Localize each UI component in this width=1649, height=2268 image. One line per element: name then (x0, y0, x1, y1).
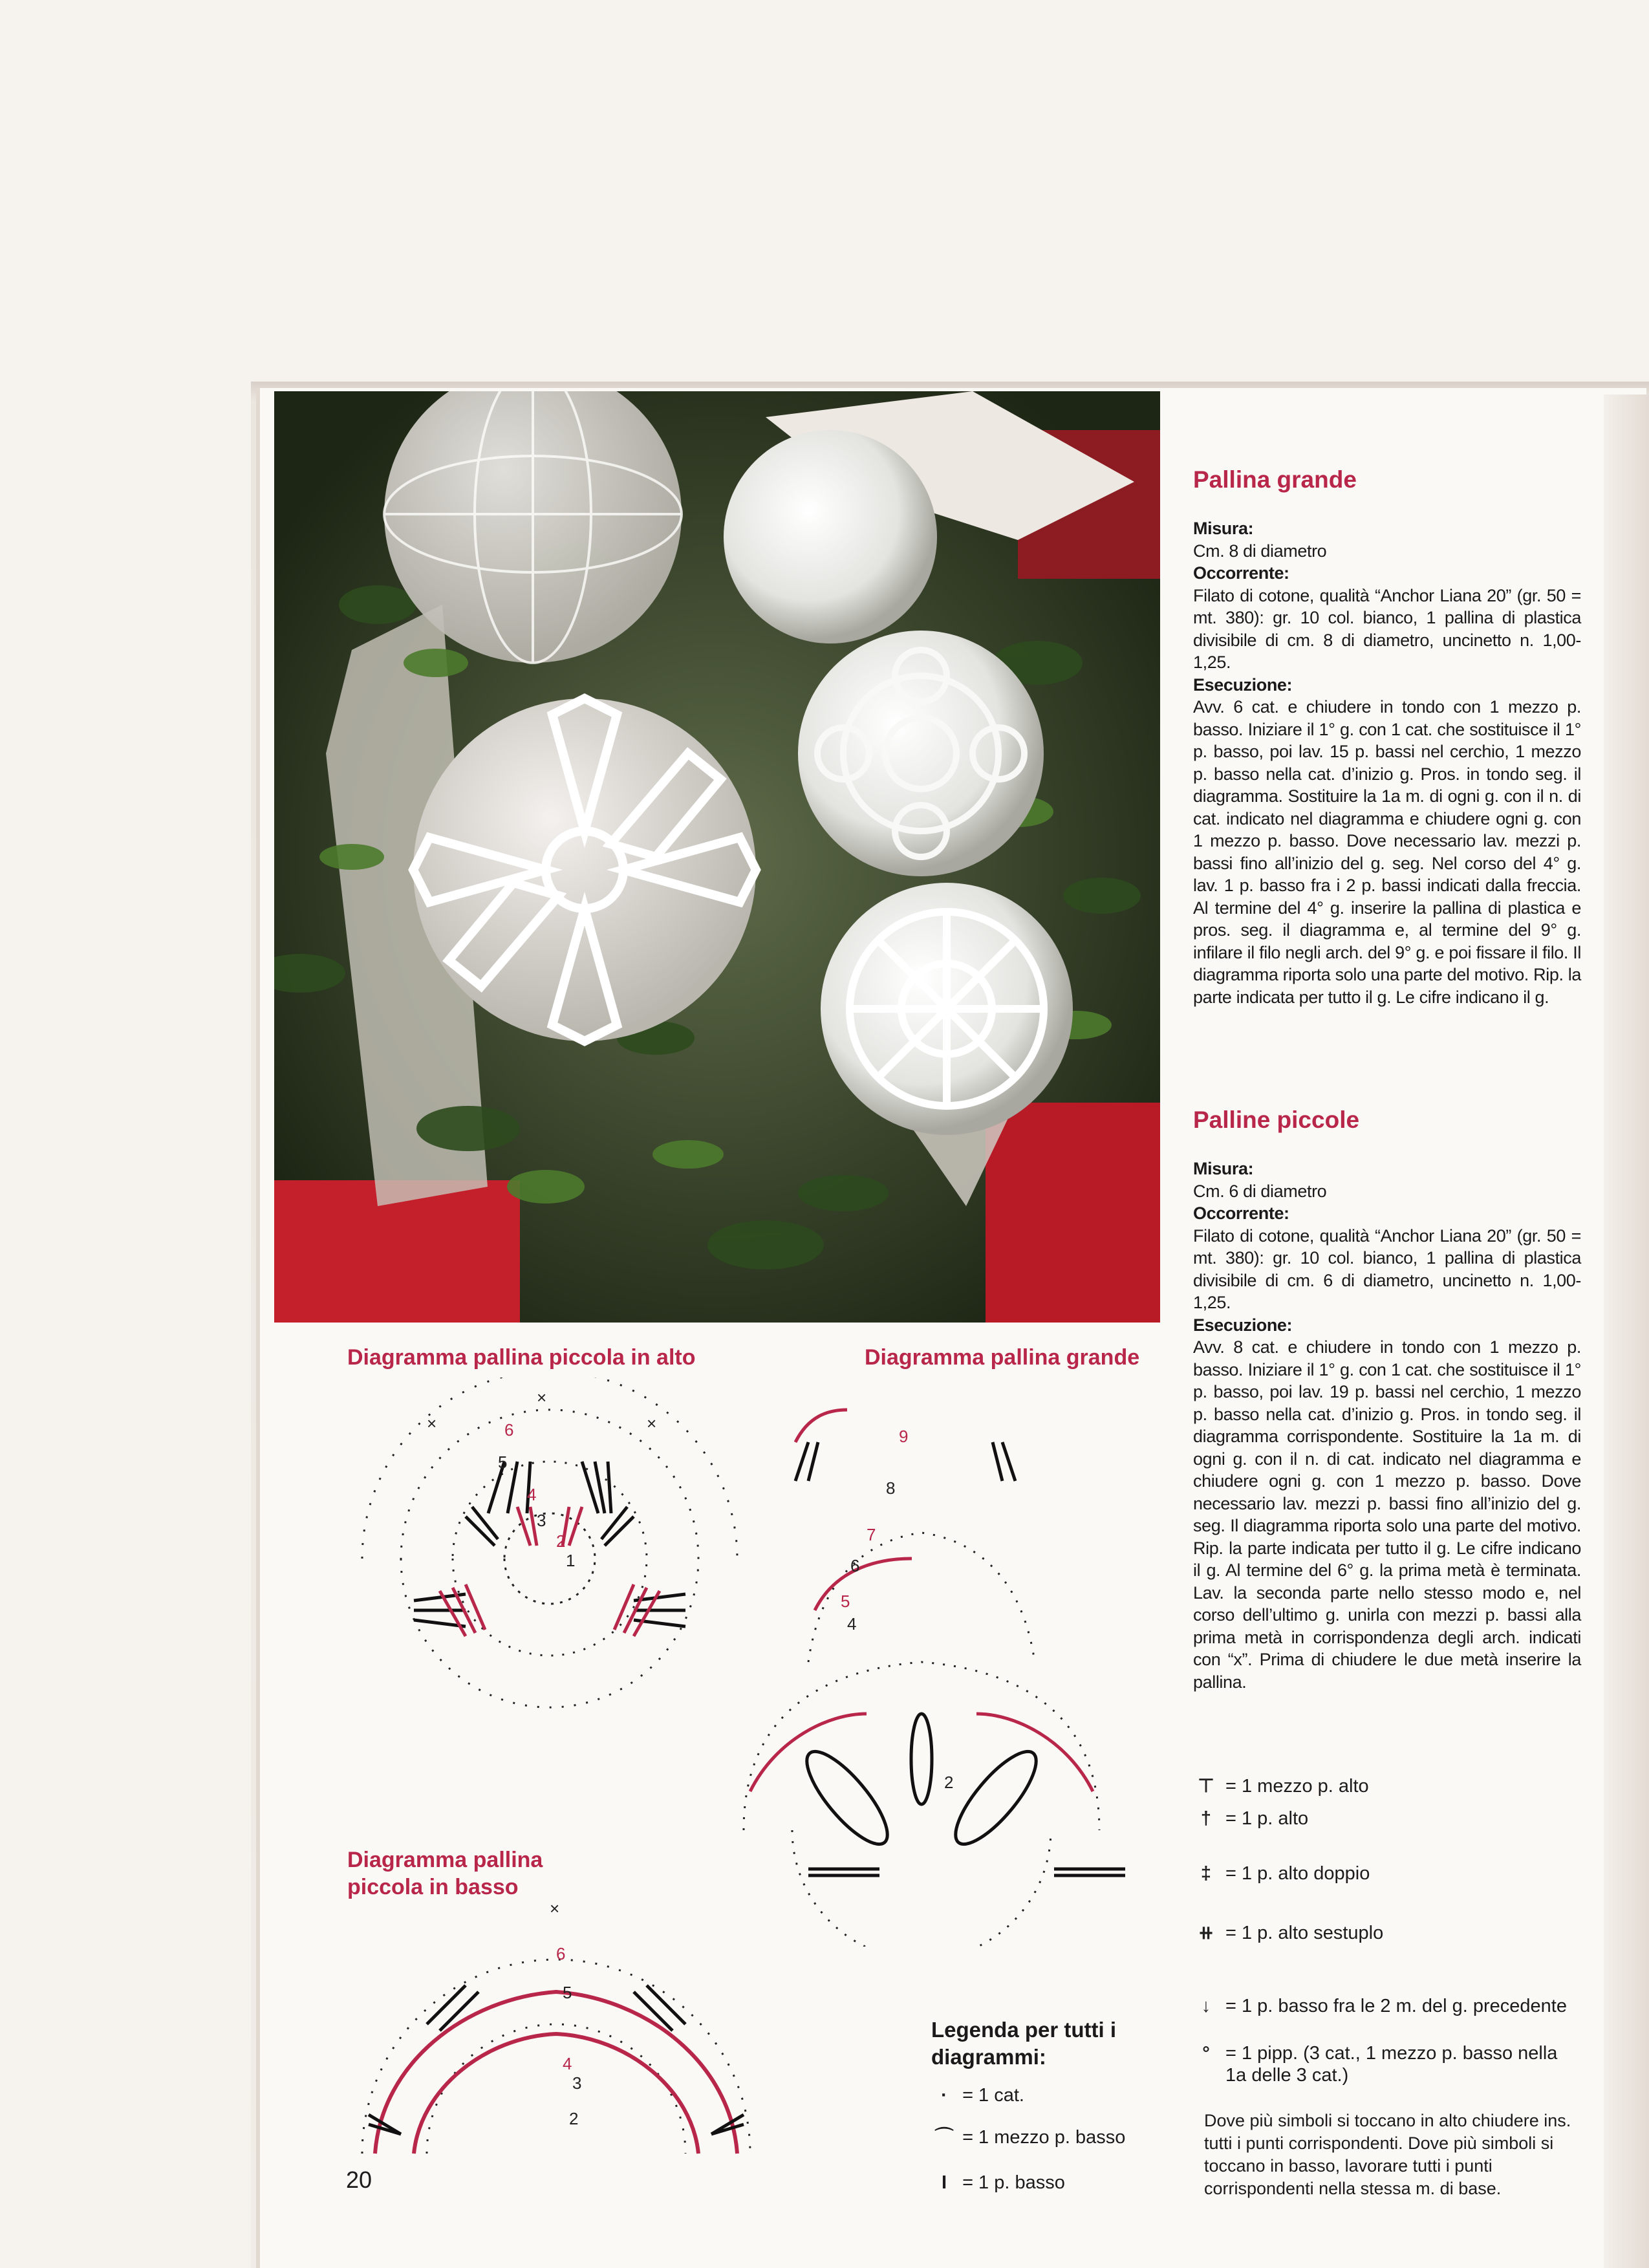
punto-basso-icon: I (941, 2172, 947, 2193)
legend-item-punto-basso: I = 1 p. basso (931, 2172, 1065, 2194)
misura-label: Misura: (1193, 519, 1254, 538)
round-label: 9 (899, 1427, 909, 1446)
round-label: 3 (537, 1511, 546, 1530)
punto-alto-icon: † (1200, 1808, 1212, 1829)
esecuzione-value: Avv. 8 cat. e chiudere in tondo con 1 mezzo p. basso. Iniziare il 1° g. con 1 cat. che sostituisce il 1° p. basso, poi lav. 19 p. bassi nel cerchio, 1 mezzo p. basso nella cat. d’inizio g. Pros. in tondo seg. il diagramma corrispondente. Sostituire la 1a m. di ogni g. con il n. di cat. indicato nel diagramma e chiudere ogni g. con 1 mezzo p. basso. Dove necessario lav. mezzi p. bassi fino all’inizio del g. seg. Il diagramma riporta solo una parte del motivo. Rip. la parte indicata per tutto il g. Le cifre indicano il g. Al termine del 6° g. la prima metà è terminata. Lav. la seconda parte nello stesso modo e, nel corso dell’ultimo g. unirla con mezzi p. bassi alla prima metà in corrispondenza degli arch. indicati con “x”. Prima di chiudere le due metà inserire la pallina. (1193, 1337, 1581, 1692)
round-label: 3 (572, 2073, 582, 2093)
section-title-pallina-grande: Pallina grande (1193, 466, 1357, 493)
section-title-palline-piccole: Palline piccole (1193, 1107, 1360, 1133)
round-label: 5 (498, 1453, 508, 1472)
catenella-icon: · (941, 2085, 947, 2106)
occorrente-label: Occorrente: (1193, 1204, 1289, 1223)
round-label: 6 (556, 1944, 566, 1963)
round-label: 8 (886, 1478, 896, 1498)
crochet-balls-photo (274, 391, 1160, 1323)
misura-value: Cm. 8 di diametro (1193, 541, 1327, 561)
legend (931, 2016, 1177, 2193)
arrow-down-icon: ↓ (1201, 1996, 1211, 2016)
diagram-title-large: Diagramma pallina grande (865, 1345, 1140, 1370)
esecuzione-label: Esecuzione: (1193, 1315, 1293, 1335)
closing-note: Dove più simboli si toccano in alto chiudere ins. tutti i punti corrispondenti. Dove più simboli si toccano in basso, lavorare tutti i punti corrispondenti nella stessa m. di base. (1204, 2111, 1571, 2198)
palline-piccole-instructions (1193, 1158, 1581, 1693)
punto-alto-sestuplo-icon: ⧺ (1198, 1923, 1214, 1943)
svg-text:×: × (550, 1899, 560, 1918)
round-label: 2 (944, 1773, 954, 1792)
page-fold (1604, 394, 1649, 2268)
legend-item-catenella: · = 1 cat. (931, 2084, 1024, 2106)
misura-value: Cm. 6 di diametro (1193, 1181, 1327, 1201)
diagram-title-small-bottom: Diagramma pallina piccola in basso (347, 1848, 543, 1899)
legend-title: Legenda per tutti i diagrammi: (931, 2018, 1117, 2069)
round-label: 7 (867, 1525, 876, 1544)
svg-text:×: × (647, 1414, 657, 1433)
cross-mark: × (537, 1388, 547, 1407)
round-label: 6 (504, 1420, 514, 1440)
picot-icon: ° (1202, 2043, 1210, 2064)
page-number: 20 (346, 2166, 372, 2193)
round-label: 6 (850, 1556, 860, 1575)
mezzo-punto-basso-icon: ⌒ (934, 2127, 954, 2148)
round-label: 2 (556, 1531, 566, 1551)
occorrente-value: Filato di cotone, qualità “Anchor Liana 20” (gr. 50 = mt. 380): gr. 10 col. bianco, 1 pallina di plastica divisibile di cm. 6 di diametro, uncinetto n. 1,00-1,25. (1193, 1226, 1581, 1312)
diagram-large (679, 1377, 1164, 1947)
esecuzione-label: Esecuzione: (1193, 675, 1293, 695)
punto-alto-doppio-icon: ‡ (1200, 1863, 1212, 1884)
round-label: 4 (527, 1485, 537, 1504)
round-label: 2 (569, 2109, 579, 2128)
svg-text:×: × (427, 1414, 437, 1433)
occorrente-value: Filato di cotone, qualità “Anchor Liana 20” (gr. 50 = mt. 380): gr. 10 col. bianco, 1 pallina di plastica divisibile di cm. 8 di diametro, uncinetto n. 1,00-1,25. (1193, 585, 1581, 672)
mezzo-punto-alto-icon: ⊤ (1198, 1776, 1214, 1797)
round-label: 4 (563, 2054, 572, 2073)
diagram-small-bottom (343, 1895, 795, 2205)
legend-item-mezzo-punto-basso: ⌒ = 1 mezzo p. basso (931, 2126, 1125, 2148)
diagram-title-small-top: Diagramma pallina piccola in alto (347, 1345, 696, 1370)
round-label: 4 (847, 1614, 857, 1634)
misura-label: Misura: (1193, 1159, 1254, 1178)
pallina-grande-instructions (1193, 517, 1581, 1008)
esecuzione-value: Avv. 6 cat. e chiudere in tondo con 1 mezzo p. basso. Iniziare il 1° g. con 1 cat. che sostituisce il 1° p. basso, poi lav. 15 p. bassi nel cerchio, 1 mezzo p. basso nella cat. d’inizio g. Pros. in tondo seg. il diagramma. Sostituire la 1a m. di ogni g. con il n. di cat. indicato nel diagramma e chiudere ogni g. con 1 mezzo p. basso. Dove necessario lav. mezzi p. bassi fino all’inizio del g. seg. Nel corso del 4° g. lav. 1 p. basso fra i 2 p. bassi indicati dalla freccia. Al termine del 4° g. inserire la pallina di plastica e pros. seg. il diagramma e, al termine del 9° g. infilare il filo negli arch. del 9° g. e poi fissare il filo. Il diagramma riporta solo una parte del motivo. Rip. la parte indicata per tutto il g. Le cifre indicano il g. (1193, 697, 1581, 1007)
round-label: 1 (566, 1551, 576, 1570)
occorrente-label: Occorrente: (1193, 563, 1289, 583)
round-label: 5 (563, 1983, 572, 2002)
round-label: 5 (841, 1592, 850, 1611)
